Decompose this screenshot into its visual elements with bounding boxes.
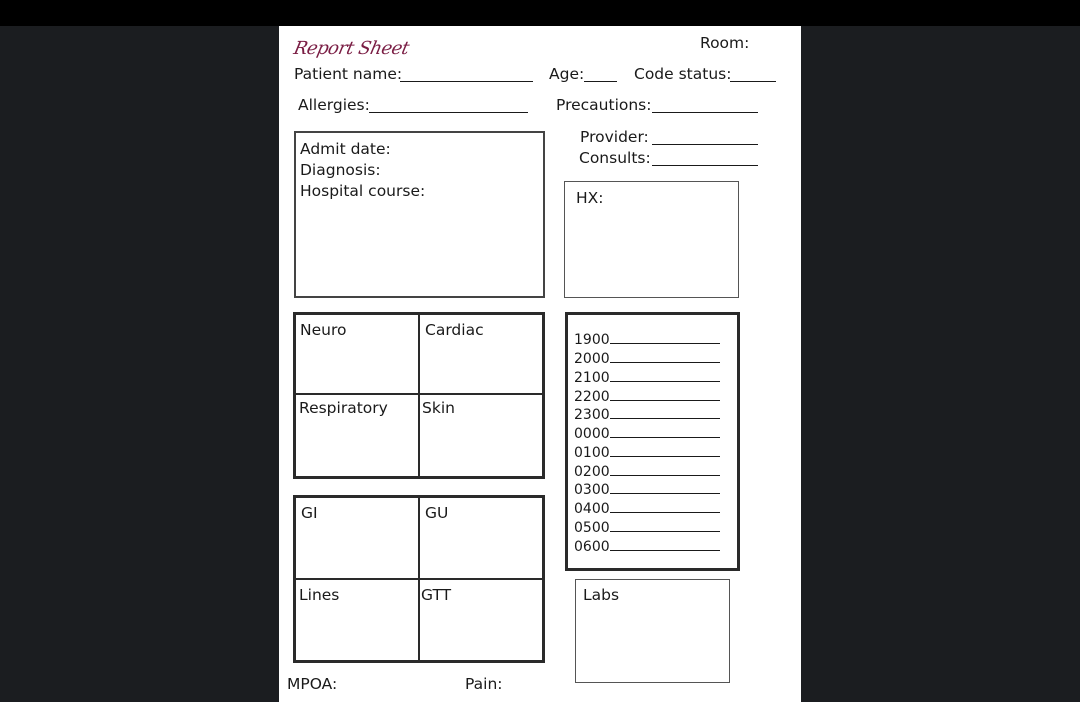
time-row[interactable]: 0600	[574, 539, 720, 555]
gu-cell[interactable]: GU	[425, 504, 449, 522]
time-row[interactable]: 0200	[574, 464, 720, 480]
gi-cell[interactable]: GI	[301, 504, 318, 522]
labs-box[interactable]	[575, 579, 730, 683]
code-status-field[interactable]	[730, 81, 776, 82]
age-label: Age:	[549, 65, 585, 83]
consults-label: Consults:	[579, 149, 651, 167]
admission-box[interactable]	[294, 131, 545, 298]
allergies-label: Allergies:	[298, 96, 370, 114]
code-status-label: Code status:	[634, 65, 732, 83]
page-title: Report Sheet	[291, 38, 411, 59]
cardiac-cell[interactable]: Cardiac	[425, 321, 484, 339]
provider-field[interactable]	[652, 144, 758, 145]
time-row[interactable]: 2000	[574, 351, 720, 367]
hospital-course-label: Hospital course:	[300, 182, 426, 200]
allergies-field[interactable]	[369, 112, 528, 113]
precautions-label: Precautions:	[556, 96, 652, 114]
time-row[interactable]: 0300	[574, 482, 720, 498]
time-row[interactable]: 1900	[574, 332, 720, 348]
patient-name-label: Patient name:	[294, 65, 403, 83]
time-row[interactable]: 0100	[574, 445, 720, 461]
labs-label: Labs	[583, 586, 620, 604]
skin-cell[interactable]: Skin	[422, 399, 455, 417]
time-row[interactable]: 2200	[574, 389, 720, 405]
precautions-field[interactable]	[652, 112, 758, 113]
hx-label: HX:	[576, 189, 604, 207]
gtt-cell[interactable]: GTT	[421, 586, 452, 604]
admit-date-label: Admit date:	[300, 140, 391, 158]
respiratory-cell[interactable]: Respiratory	[299, 399, 388, 417]
hourly-checks-box	[565, 312, 740, 571]
consults-field[interactable]	[652, 165, 758, 166]
provider-label: Provider:	[580, 128, 649, 146]
time-row[interactable]: 0500	[574, 520, 720, 536]
mpoa-label: MPOA:	[287, 675, 338, 693]
time-row[interactable]: 0000	[574, 426, 720, 442]
systems-grid-1	[293, 312, 545, 479]
report-sheet-page	[279, 26, 801, 702]
diagnosis-label: Diagnosis:	[300, 161, 381, 179]
age-field[interactable]	[584, 81, 617, 82]
room-label: Room:	[700, 34, 750, 52]
time-row[interactable]: 2300	[574, 407, 720, 423]
hx-box[interactable]	[564, 181, 739, 298]
patient-name-field[interactable]	[400, 81, 533, 82]
time-row[interactable]: 0400	[574, 501, 720, 517]
lines-cell[interactable]: Lines	[299, 586, 340, 604]
neuro-cell[interactable]: Neuro	[300, 321, 347, 339]
pain-label: Pain:	[465, 675, 503, 693]
systems-grid-2	[293, 495, 545, 663]
time-row[interactable]: 2100	[574, 370, 720, 386]
top-bar	[0, 0, 1080, 26]
